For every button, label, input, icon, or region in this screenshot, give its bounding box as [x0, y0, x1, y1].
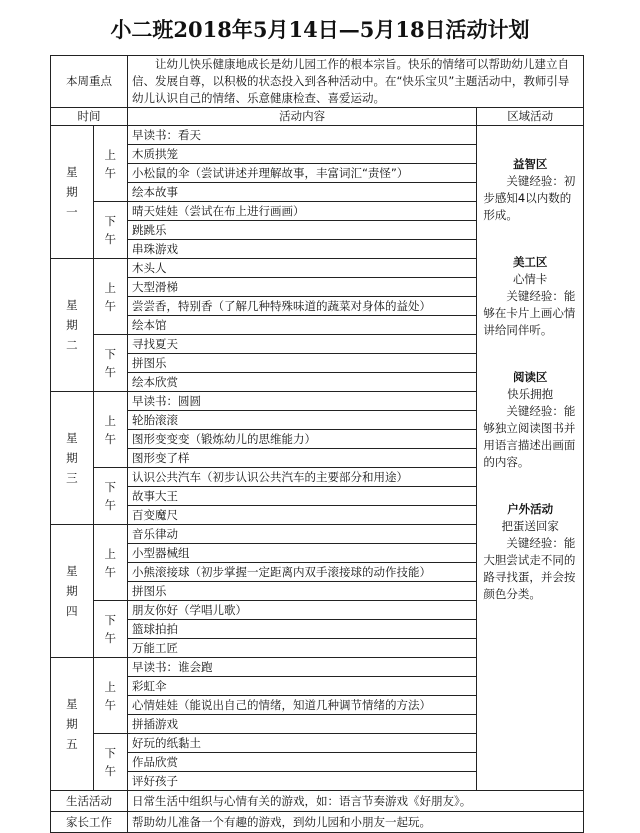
half-label-char: 午 [104, 298, 117, 313]
day-label [51, 392, 94, 525]
area-activity-name: 把蛋送回家 [501, 519, 559, 533]
activity-item: 木头人 [127, 259, 476, 278]
activity-item: 评好孩子 [127, 772, 476, 791]
activity-item: 小型器械组 [127, 544, 476, 563]
area-key-experience: 关键经验：能够在卡片上画心情讲给同伴听。 [483, 289, 576, 337]
activity-item: 拼插游戏 [127, 715, 476, 734]
half-label-char: 午 [104, 498, 117, 512]
half-label-char: 上 [104, 280, 117, 295]
area-name: 益智区 [512, 157, 548, 171]
activity-item: 大型滑梯 [127, 278, 476, 297]
header-row [51, 108, 584, 126]
activity-item: 轮胎滚滚 [127, 411, 476, 430]
activity-item: 好玩的纸黏土 [127, 734, 476, 753]
half-label-char: 下 [104, 214, 117, 228]
activity-item: 彩虹伞 [127, 677, 476, 696]
activity-item: 心情娃娃（能说出自己的情绪，知道几种调节情绪的方法） [127, 696, 476, 715]
activity-item: 尝尝香，特别香（了解几种特殊味道的蔬菜对身体的益处） [127, 297, 476, 316]
area-key-experience: 关键经验：能大胆尝试走不同的路寻找蛋，并会按颜色分类。 [483, 536, 576, 601]
footer-row [51, 812, 584, 833]
day-label-char: 三 [66, 471, 78, 485]
day-label-char: 五 [66, 737, 78, 751]
half-label-char: 午 [104, 564, 117, 579]
afternoon-label [93, 734, 127, 791]
activity-item: 图形变了样 [127, 449, 476, 468]
area-name: 美工区 [512, 255, 548, 269]
activity-item: 早读书：看天 [127, 126, 476, 145]
half-label-char: 上 [104, 679, 117, 694]
activity-item: 认识公共汽车（初步认识公共汽车的主要部分和用途） [127, 468, 476, 487]
day-label-char: 期 [66, 185, 78, 199]
half-label-char: 午 [104, 165, 117, 180]
area-name: 阅读区 [512, 370, 548, 384]
activity-item: 绘本故事 [127, 183, 476, 202]
activity-row [51, 126, 584, 145]
activity-item: 拼图乐 [127, 582, 476, 601]
afternoon-label [93, 468, 127, 525]
area-block [483, 369, 577, 471]
half-label-char: 下 [104, 746, 117, 760]
day-label-char: 星 [66, 165, 78, 179]
day-label-char: 期 [66, 318, 78, 332]
half-label-char: 上 [104, 147, 117, 162]
area-key-experience: 关键经验：初步感知4以内数的形成。 [483, 174, 576, 222]
activity-item: 寻找夏天 [127, 335, 476, 354]
day-label [51, 525, 94, 658]
half-label-char: 午 [104, 365, 117, 379]
area-key-experience: 关键经验：能够独立阅读图书并用语言描述出画面的内容。 [483, 404, 576, 469]
activity-item: 绘本欣赏 [127, 373, 476, 392]
activity-item: 拼图乐 [127, 354, 476, 373]
half-label-char: 午 [104, 631, 117, 645]
half-label-char: 午 [104, 697, 117, 712]
area-activities [477, 126, 584, 791]
half-label-char: 下 [104, 480, 117, 494]
afternoon-label [93, 601, 127, 658]
activity-item: 早读书：圆圆 [127, 392, 476, 411]
afternoon-label [93, 335, 127, 392]
area-activity-name: 心情卡 [512, 272, 548, 286]
activity-item: 万能工匠 [127, 639, 476, 658]
activity-item: 作品欣赏 [127, 753, 476, 772]
footer-text: 日常生活中组织与心情有关的游戏，如：语言节奏游戏《好朋友》。 [127, 791, 583, 812]
activity-item: 小松鼠的伞（尝试讲述并理解故事，丰富词汇“责怪”） [127, 164, 476, 183]
morning-label [93, 392, 127, 468]
activity-item: 跳跳乐 [127, 221, 476, 240]
day-label-char: 星 [66, 697, 78, 711]
activity-item: 串珠游戏 [127, 240, 476, 259]
activity-plan-table [50, 55, 584, 833]
day-label-char: 星 [66, 564, 78, 578]
activity-item: 朋友你好（学唱儿歌） [127, 601, 476, 620]
half-label-char: 上 [104, 546, 117, 561]
header-content: 活动内容 [127, 108, 476, 126]
area-block [483, 156, 577, 224]
day-label-char: 期 [66, 451, 78, 465]
activity-item: 小熊滚接球（初步掌握一定距离内双手滚接球的动作技能） [127, 563, 476, 582]
area-block [483, 501, 577, 603]
focus-text: 让幼儿快乐健康地成长是幼儿园工作的根本宗旨。快乐的情绪可以帮助幼儿建立自信、发展自尊，以积极的状态投入到各种活动中。在“快乐宝贝”主题活动中，教师引导幼儿认识自己的情绪、乐意健康检查、喜爱运动。 [127, 56, 583, 108]
day-label [51, 658, 94, 791]
footer-label: 生活活动 [51, 791, 128, 812]
area-activity-name: 快乐拥抱 [507, 387, 554, 401]
activity-item: 篮球拍拍 [127, 620, 476, 639]
activity-item: 晴天娃娃（尝试在布上进行画画） [127, 202, 476, 221]
day-label-char: 星 [66, 298, 78, 312]
day-label-char: 星 [66, 431, 78, 445]
afternoon-label [93, 202, 127, 259]
morning-label [93, 658, 127, 734]
footer-row [51, 791, 584, 812]
activity-item: 早读书：谁会跑 [127, 658, 476, 677]
day-label-char: 二 [66, 338, 78, 352]
half-label-char: 上 [104, 413, 117, 428]
footer-label: 家长工作 [51, 812, 128, 833]
header-area: 区域活动 [477, 108, 584, 126]
focus-row [51, 56, 584, 108]
half-label-char: 午 [104, 764, 117, 778]
footer-text: 帮助幼儿准备一个有趣的游戏，到幼儿园和小朋友一起玩。 [127, 812, 583, 833]
activity-item: 百变魔尺 [127, 506, 476, 525]
day-label [51, 126, 94, 259]
half-label-char: 午 [104, 431, 117, 446]
header-time: 时间 [51, 108, 128, 126]
page-title: 小二班2018年5月14日—5月18日活动计划 [110, 17, 530, 42]
day-label-char: 一 [66, 205, 78, 219]
area-name: 户外活动 [507, 502, 554, 516]
area-block [483, 254, 577, 339]
activity-item: 故事大王 [127, 487, 476, 506]
activity-item: 图形变变变（锻炼幼儿的思维能力） [127, 430, 476, 449]
half-label-char: 下 [104, 613, 117, 627]
morning-label [93, 126, 127, 202]
day-label [51, 259, 94, 392]
activity-item: 音乐律动 [127, 525, 476, 544]
activity-item: 木质拱笼 [127, 145, 476, 164]
half-label-char: 下 [104, 347, 117, 361]
morning-label [93, 525, 127, 601]
day-label-char: 期 [66, 584, 78, 598]
day-label-char: 期 [66, 717, 78, 731]
focus-label: 本周重点 [51, 56, 128, 108]
morning-label [93, 259, 127, 335]
half-label-char: 午 [104, 232, 117, 246]
day-label-char: 四 [66, 604, 78, 618]
activity-item: 绘本馆 [127, 316, 476, 335]
